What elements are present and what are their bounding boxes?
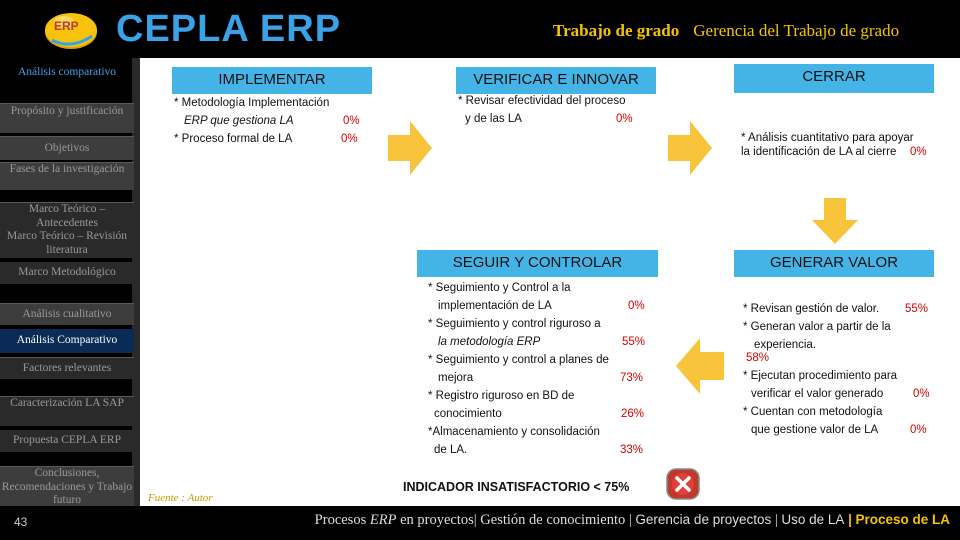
cepla-logo-icon: [40, 6, 102, 52]
generar-pct-1: 55%: [905, 303, 929, 315]
sidebar-item-analisis-cualitativo[interactable]: Análisis cualitativo: [0, 303, 134, 325]
footer-part-4: Gestión de conocimiento: [480, 512, 626, 528]
close-x-icon: [666, 468, 700, 500]
cerrar-line-2: la identificación de LA al cierre: [741, 146, 897, 158]
section-title-implementar: IMPLEMENTAR: [172, 67, 372, 94]
implementar-pct-2: 0%: [341, 133, 358, 145]
sidebar-item-factores-relevantes[interactable]: Factores relevantes: [0, 357, 134, 379]
footer-part-5: Gerencia de proyectos: [635, 512, 772, 527]
sidebar-item-fases[interactable]: Fases de la investigación: [0, 162, 134, 190]
generar-line-3: experiencia.: [754, 339, 817, 351]
section-title-verificar: VERIFICAR E INNOVAR: [456, 67, 656, 94]
sidebar-item-analisis-comparativo[interactable]: Análisis Comparativo: [0, 329, 134, 353]
seguir-line-8: conocimiento: [434, 408, 502, 420]
presentation-title: [553, 21, 899, 41]
sidebar-item-marco-teorico-antecedentes[interactable]: Marco Teórico – Antecedentes: [0, 202, 134, 230]
implementar-line-2: ERP que gestiona LA: [184, 115, 294, 127]
footer-part-6: Uso de LA: [781, 512, 845, 527]
header-bar: [0, 0, 960, 58]
seguir-pct-3: 73%: [620, 372, 644, 384]
generar-pct-3: 0%: [910, 424, 927, 436]
footer-sep-2: |: [774, 512, 778, 528]
verificar-line-1: * Revisar efectividad del proceso: [458, 95, 626, 107]
seguir-line-5: * Seguimiento y control a planes de: [428, 354, 609, 366]
cerrar-pct-1: 0%: [910, 146, 927, 158]
seguir-line-2: implementación de LA: [438, 300, 552, 312]
implementar-pct-1: 0%: [343, 115, 360, 127]
seguir-line-9: *Almacenamiento y consolidación: [428, 426, 600, 438]
sidebar-item-propuesta[interactable]: Propuesta CEPLA ERP: [0, 430, 134, 452]
logo-text: ERP: [54, 19, 79, 33]
seguir-line-10: de LA.: [434, 444, 468, 456]
indicator-text: INDICADOR INSATISFACTORIO < 75%: [403, 480, 630, 494]
seguir-line-3: * Seguimiento y control riguroso a: [428, 318, 601, 330]
seguir-pct-4: 26%: [621, 408, 645, 420]
title-primary: Trabajo de grado: [553, 21, 680, 40]
section-title-generar: GENERAR VALOR: [734, 250, 934, 277]
footer-part-2: ERP: [369, 512, 397, 528]
section-title-cerrar: CERRAR: [734, 64, 934, 93]
verificar-pct-1: 0%: [616, 113, 633, 125]
footer-part-7: Proceso de LA: [855, 512, 950, 527]
implementar-line-3: * Proceso formal de LA: [174, 133, 293, 145]
footer-part-1: Procesos: [314, 512, 367, 528]
sidebar-item-objetivos[interactable]: Objetivos: [0, 136, 134, 160]
footer-breadcrumb: [315, 512, 950, 529]
seguir-pct-5: 33%: [620, 444, 644, 456]
generar-line-6: verificar el valor generado: [751, 388, 884, 400]
seguir-line-6: mejora: [438, 372, 474, 384]
footer-part-3: en proyectos|: [400, 512, 477, 528]
seguir-line-4: la metodología ERP: [438, 336, 541, 348]
seguir-pct-2: 55%: [622, 336, 646, 348]
sidebar-item-conclusiones[interactable]: Conclusiones, Recomendaciones y Trabajo futuro: [1, 467, 133, 506]
footer-sep-3: |: [848, 512, 852, 527]
arrow-left-icon: [676, 338, 724, 394]
generar-line-1: * Revisan gestión de valor.: [743, 303, 880, 315]
generar-line-5: * Ejecutan procedimiento para: [743, 370, 898, 382]
title-secondary: Gerencia del Trabajo de grado: [693, 21, 900, 40]
implementar-line-1: * Metodología Implementación: [174, 97, 330, 109]
cerrar-line-1: * Análisis cuantitativo para apoyar: [741, 132, 914, 144]
arrow-right-icon: [388, 121, 432, 175]
seguir-pct-1: 0%: [628, 300, 645, 312]
app-title: CEPLA ERP: [116, 8, 342, 50]
sidebar-item-marco-teorico-revision[interactable]: Marco Teórico – Revisión literatura: [0, 230, 134, 258]
generar-line-7: * Cuentan con metodología: [743, 406, 883, 418]
generar-line-8: que gestione valor de LA: [751, 424, 879, 436]
source-note: Fuente : Autor: [148, 492, 213, 504]
generar-line-2: * Generan valor a partir de la: [743, 321, 891, 333]
sidebar-item-analisis-comparativo-top[interactable]: Análisis comparativo: [17, 66, 117, 78]
footer-sep-1: |: [628, 512, 632, 528]
generar-pct-2: 0%: [913, 388, 930, 400]
seguir-line-7: * Registro riguroso en BD de: [428, 390, 575, 402]
sidebar-item-caracterizacion[interactable]: Caracterización LA SAP: [0, 396, 134, 426]
verificar-line-2: y de las LA: [465, 113, 522, 125]
section-title-seguir: SEGUIR Y CONTROLAR: [417, 250, 658, 277]
generar-line-4: 58%: [746, 352, 770, 364]
arrow-down-icon: [812, 198, 858, 244]
arrow-right-icon: [668, 121, 712, 175]
sidebar-item-proposito[interactable]: Propósito y justificación: [0, 103, 134, 133]
sidebar-item-marco-metodologico[interactable]: Marco Metodológico: [0, 262, 134, 284]
page-number: 43: [14, 515, 28, 529]
seguir-line-1: * Seguimiento y Control a la: [428, 282, 571, 294]
